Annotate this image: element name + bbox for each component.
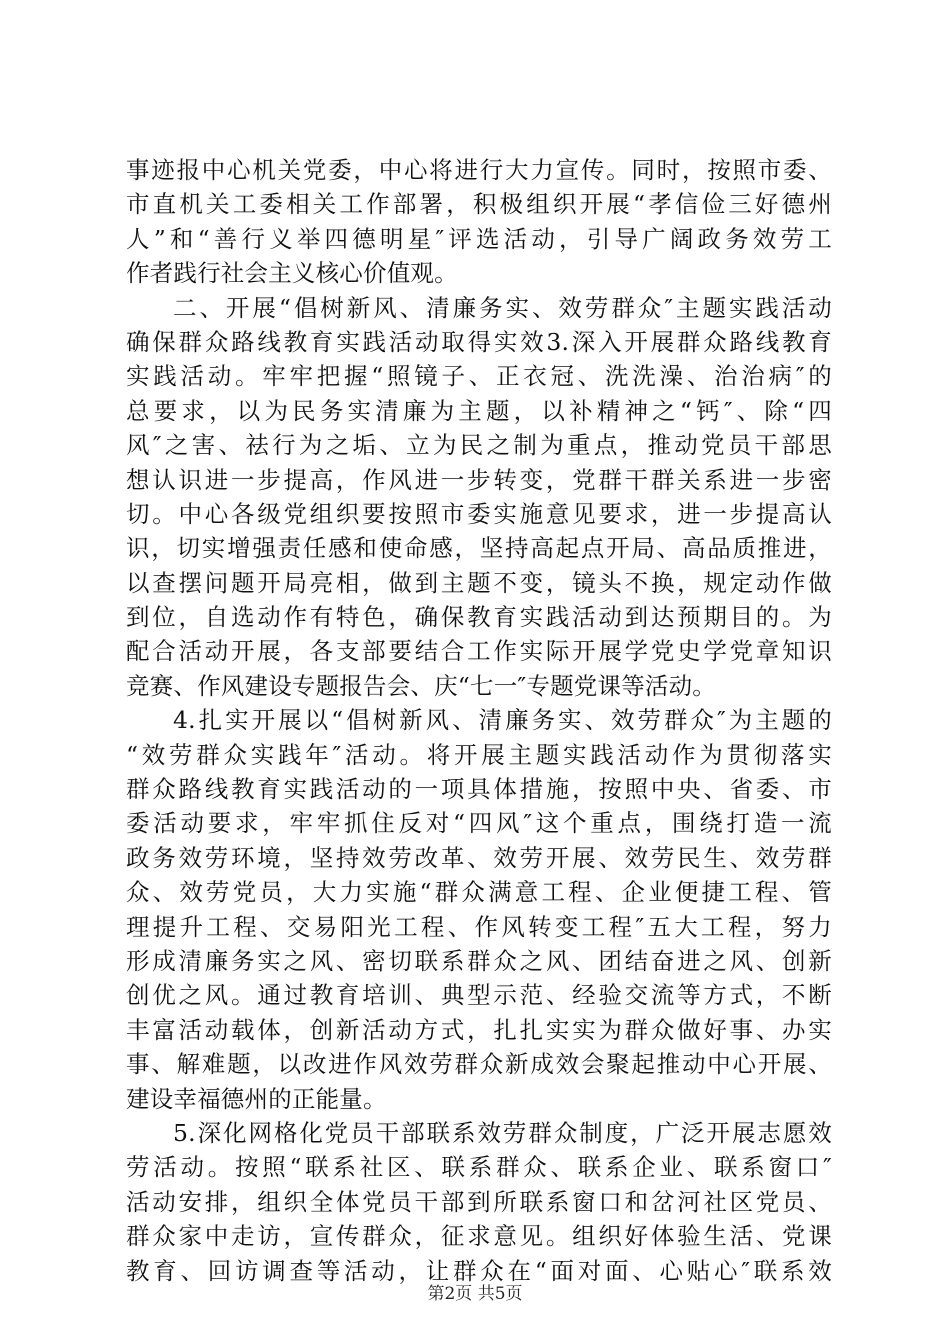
text-line: 创优之风。通过教育培训、典型示范、经验交流等方式，不断	[126, 981, 832, 1010]
text-line: 5.深化网格化党员干部联系效劳群众制度，广泛开展志愿效	[173, 1118, 832, 1147]
text-line: 事、解难题，以改进作风效劳群众新成效会聚起推动中心开展、	[126, 1050, 832, 1079]
body-text	[126, 153, 832, 1288]
text-line: 事迹报中心机关党委，中心将进行大力宣传。同时，按照市委、	[126, 156, 832, 184]
text-line: 作者践行社会主义核心价值观。	[126, 259, 458, 288]
text-line: 建设幸福德州的正能量。	[126, 1084, 387, 1113]
text-line: 竞赛、作风建设专题报告会、庆“七一″专题党课等活动。	[126, 671, 716, 700]
text-line: 群众家中走访，宣传群众，征求意见。组织好体验生活、党课	[126, 1222, 832, 1251]
text-line: 二、开展“倡树新风、清廉务实、效劳群众″主题实践活动	[173, 293, 832, 322]
text-line: 众、效劳党员，大力实施“群众满意工程、企业便捷工程、管	[126, 878, 832, 907]
text-line: 识，切实增强责任感和使命感，坚持高起点开局、高品质推进，	[126, 534, 832, 563]
text-line: 想认识进一步提高，作风进一步转变，党群干群关系进一步密	[126, 465, 832, 494]
text-line: “效劳群众实践年″活动。将开展主题实践活动作为贯彻落实	[126, 740, 832, 769]
text-line: 丰富活动载体，创新活动方式，扎扎实实为群众做好事、办实	[126, 1015, 832, 1044]
text-line: 群众路线教育实践活动的一项具体措施，按照中央、省委、市	[126, 775, 832, 804]
page-number-footer: 第2页 共5页	[427, 1284, 523, 1304]
text-line: 确保群众路线教育实践活动取得实效3.深入开展群众路线教育	[126, 327, 832, 356]
text-line: 以查摆问题开局亮相，做到主题不变，镜头不换，规定动作做	[126, 568, 832, 597]
text-line: 教育、回访调查等活动，让群众在“面对面、心贴心″联系效	[126, 1256, 832, 1285]
text-line: 实践活动。牢牢把握“照镜子、正衣冠、洗洗澡、治治病″的	[126, 362, 832, 391]
text-line: 总要求，以为民务实清廉为主题，以补精神之“钙″、除“四	[126, 396, 832, 425]
text-line: 政务效劳环境，坚持效劳改革、效劳开展、效劳民生、效劳群	[126, 843, 832, 872]
text-line: 活动安排，组织全体党员干部到所联系窗口和岔河社区党员、	[126, 1187, 832, 1216]
text-line: 配合活动开展，各支部要结合工作实际开展学党史学党章知识	[126, 637, 832, 666]
text-line: 4.扎实开展以“倡树新风、清廉务实、效劳群众″为主题的	[173, 706, 832, 735]
text-line: 到位，自选动作有特色，确保教育实践活动到达预期目的。为	[126, 603, 832, 632]
text-line: 形成清廉务实之风、密切联系群众之风、团结奋进之风、创新	[126, 946, 832, 975]
text-line: 劳活动。按照“联系社区、联系群众、联系企业、联系窗口″	[126, 1153, 832, 1182]
text-line: 委活动要求，牢牢抓住反对“四风″这个重点，围绕打造一流	[126, 809, 832, 838]
text-line: 切。中心各级党组织要按照市委实施意见要求，进一步提高认	[126, 499, 832, 528]
text-line: 风″之害、祛行为之垢、立为民之制为重点，推动党员干部思	[126, 431, 832, 460]
text-line: 理提升工程、交易阳光工程、作风转变工程″五大工程，努力	[126, 912, 832, 941]
text-line: 市直机关工委相关工作部署，积极组织开展“孝信俭三好德州	[126, 190, 832, 219]
text-line: 人”和“善行义举四德明星″评选活动，引导广阔政务效劳工	[126, 224, 832, 253]
